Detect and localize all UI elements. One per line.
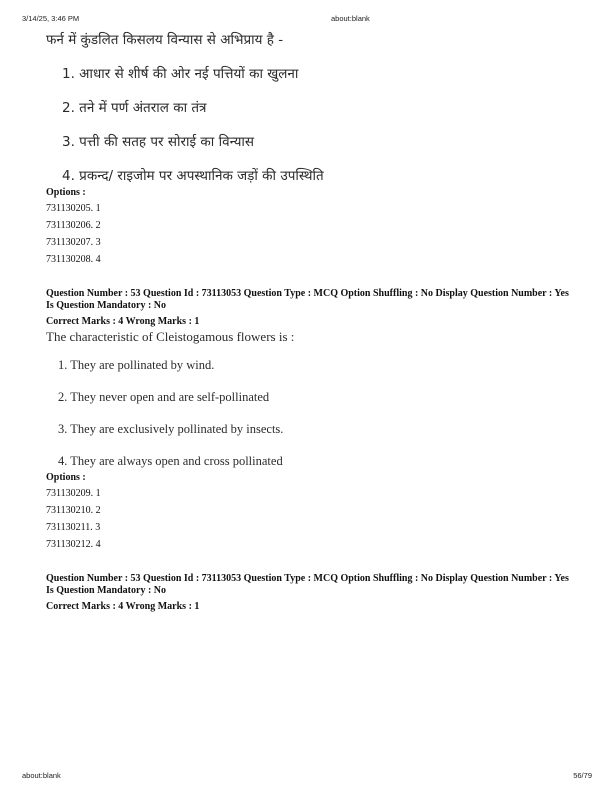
question-53-option-3: 3. They are exclusively pollinated by insects. — [58, 422, 284, 436]
question-52-option-4: 4. प्रकन्द/ राइजोम पर अपस्थानिक जड़ों की उपस्थिति — [62, 168, 324, 184]
question-53-option-1: 1. They are pollinated by wind. — [58, 358, 215, 372]
question-53-options-label: Options : — [46, 472, 86, 483]
question-53-option-id-1: 731130209. 1 — [46, 488, 101, 499]
question-53-marks: Correct Marks : 4 Wrong Marks : 1 — [46, 316, 200, 327]
question-52-option-3: 3. पत्ती की सतह पर सोराई का विन्यास — [62, 134, 255, 150]
question-52-option-1: 1. आधार से शीर्ष की ओर नई पत्तियों का खुलना — [62, 66, 299, 82]
print-timestamp: 3/14/25, 3:46 PM — [22, 14, 80, 23]
question-52-options-label: Options : — [46, 187, 86, 198]
print-page-counter: 56/79 — [573, 771, 592, 780]
question-53-option-4: 4. They are always open and cross pollinated — [58, 454, 283, 468]
print-page-title: about:blank — [331, 14, 370, 23]
question-52-option-id-4: 731130208. 4 — [46, 254, 101, 265]
question-53-text: The characteristic of Cleistogamous flowers is : — [46, 329, 295, 344]
question-53-hindi-marks: Correct Marks : 4 Wrong Marks : 1 — [46, 601, 200, 612]
question-52-option-id-1: 731130205. 1 — [46, 203, 101, 214]
question-53-option-id-3: 731130211. 3 — [46, 522, 101, 533]
question-52-option-2: 2. तने में पर्ण अंतराल का तंत्र — [62, 100, 207, 116]
print-footer-url: about:blank — [22, 771, 61, 780]
question-53-meta: Question Number : 53 Question Id : 73113053 Question Type : MCQ Option Shuffling : No Display Question Number : Yes Is Question Mandatory : No — [46, 288, 569, 311]
question-52-option-id-3: 731130207. 3 — [46, 237, 101, 248]
question-52-text: फर्न में कुंडलित किसलय विन्यास से अभिप्राय है - — [46, 32, 284, 48]
question-53-option-2: 2. They never open and are self-pollinated — [58, 390, 270, 404]
question-53-option-id-2: 731130210. 2 — [46, 505, 101, 516]
question-53-hindi-meta: Question Number : 53 Question Id : 73113053 Question Type : MCQ Option Shuffling : No Display Question Number : Yes Is Question Mandatory : No — [46, 573, 569, 596]
question-52-option-id-2: 731130206. 2 — [46, 220, 101, 231]
question-53-option-id-4: 731130212. 4 — [46, 539, 101, 550]
